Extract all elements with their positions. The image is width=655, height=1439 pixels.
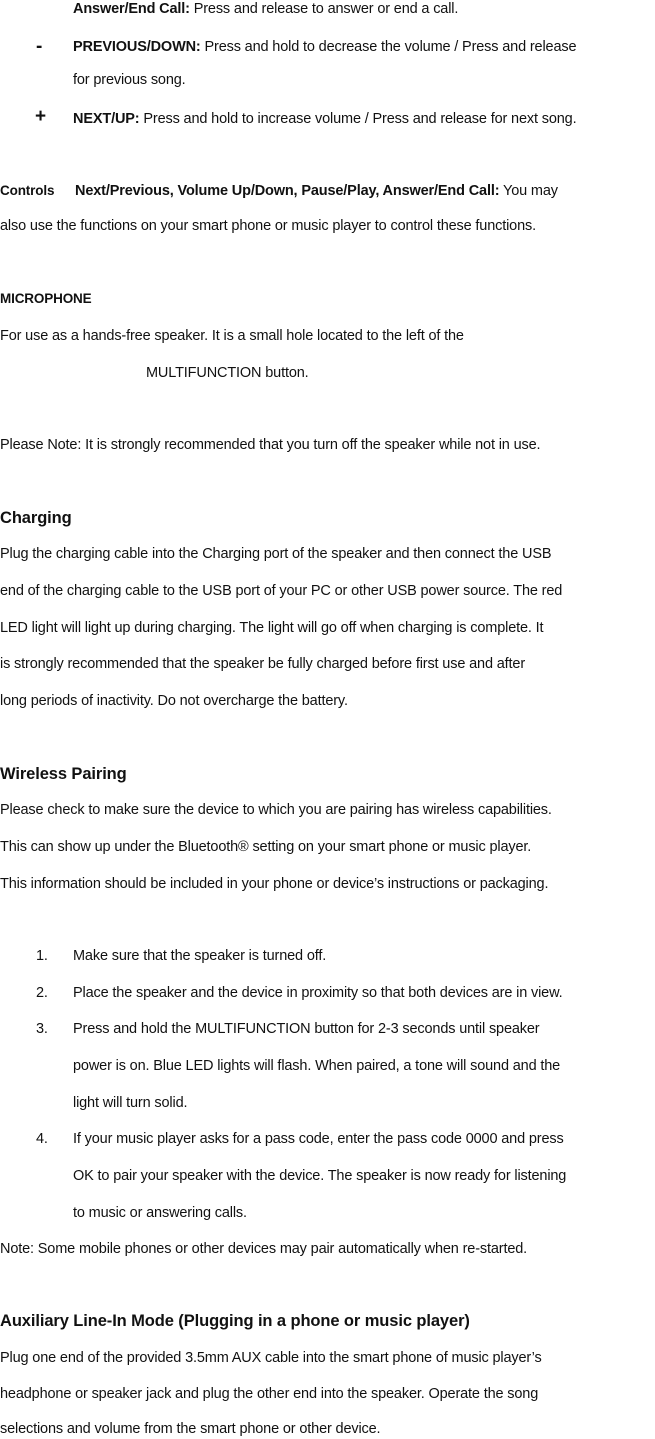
step-4-line-1: If your music player asks for a pass code, enter the pass code 0000 and press [73, 1131, 564, 1147]
step-2-line-1: Place the speaker and the device in proximity so that both devices are in view. [73, 985, 563, 1001]
controls-text-1: You may [499, 183, 558, 199]
charging-heading: Charging [0, 509, 72, 527]
step-4-number: 4. [36, 1131, 48, 1147]
microphone-heading: MICROPHONE [0, 291, 92, 306]
step-1-line-1: Make sure that the speaker is turned off. [73, 948, 327, 964]
previous-text-1: Press and hold to decrease the volume / Press and release [200, 39, 577, 55]
controls-bold-text: Next/Previous, Volume Up/Down, Pause/Play, Answer/End Call: [75, 183, 500, 199]
controls-line-1 [75, 182, 558, 200]
minus-symbol: - [36, 36, 43, 57]
answer-call-label: Answer/End Call: [73, 1, 190, 17]
charging-line-5: long periods of inactivity. Do not overcharge the battery. [0, 693, 348, 709]
previous-line-2: for previous song. [73, 72, 186, 88]
charging-line-1: Plug the charging cable into the Charging port of the speaker and then connect the USB [0, 546, 552, 562]
next-text: Press and hold to increase volume / Press and release for next song. [139, 111, 577, 127]
step-2-number: 2. [36, 985, 48, 1001]
plus-symbol: + [35, 106, 47, 127]
wireless-line-3: This information should be included in your phone or device’s instructions or packaging. [0, 876, 549, 892]
step-1-number: 1. [36, 948, 48, 964]
wireless-line-2: This can show up under the Bluetooth® setting on your smart phone or music player. [0, 839, 532, 855]
next-label: NEXT/UP: [73, 111, 140, 127]
step-3-line-1: Press and hold the MULTIFUNCTION button for 2-3 seconds until speaker [73, 1021, 540, 1037]
wireless-note: Note: Some mobile phones or other devices may pair automatically when re-started. [0, 1241, 528, 1257]
auxiliary-heading: Auxiliary Line-In Mode (Plugging in a phone or music player) [0, 1312, 470, 1330]
auxiliary-line-2: headphone or speaker jack and plug the other end into the speaker. Operate the song [0, 1386, 539, 1402]
step-3-number: 3. [36, 1021, 48, 1037]
answer-call-line [73, 0, 458, 18]
controls-label: Controls [0, 183, 55, 198]
microphone-line-1: For use as a hands-free speaker. It is a small hole located to the left of the [0, 328, 464, 344]
previous-line-1 [73, 38, 576, 56]
answer-call-text: Press and release to answer or end a call. [189, 1, 459, 17]
charging-line-3: LED light will light up during charging. The light will go off when charging is complete. It [0, 620, 544, 636]
microphone-line-2: MULTIFUNCTION button. [146, 365, 309, 381]
charging-line-2: end of the charging cable to the USB port of your PC or other USB power source. The red [0, 583, 563, 599]
charging-line-4: is strongly recommended that the speaker be fully charged before first use and after [0, 656, 525, 672]
auxiliary-line-1: Plug one end of the provided 3.5mm AUX cable into the smart phone of music player’s [0, 1350, 542, 1366]
auxiliary-line-3: selections and volume from the smart phone or other device. [0, 1421, 381, 1437]
step-4-line-3: to music or answering calls. [73, 1205, 247, 1221]
step-3-line-3: light will turn solid. [73, 1095, 188, 1111]
controls-line-2: also use the functions on your smart phone or music player to control these functions. [0, 218, 536, 234]
previous-label: PREVIOUS/DOWN: [73, 39, 201, 55]
wireless-line-1: Please check to make sure the device to which you are pairing has wireless capabilities. [0, 802, 552, 818]
next-line [73, 110, 576, 128]
please-note: Please Note: It is strongly recommended that you turn off the speaker while not in use. [0, 437, 541, 453]
step-3-line-2: power is on. Blue LED lights will flash. When paired, a tone will sound and the [73, 1058, 561, 1074]
step-4-line-2: OK to pair your speaker with the device. The speaker is now ready for listening [73, 1168, 567, 1184]
wireless-heading: Wireless Pairing [0, 765, 127, 783]
